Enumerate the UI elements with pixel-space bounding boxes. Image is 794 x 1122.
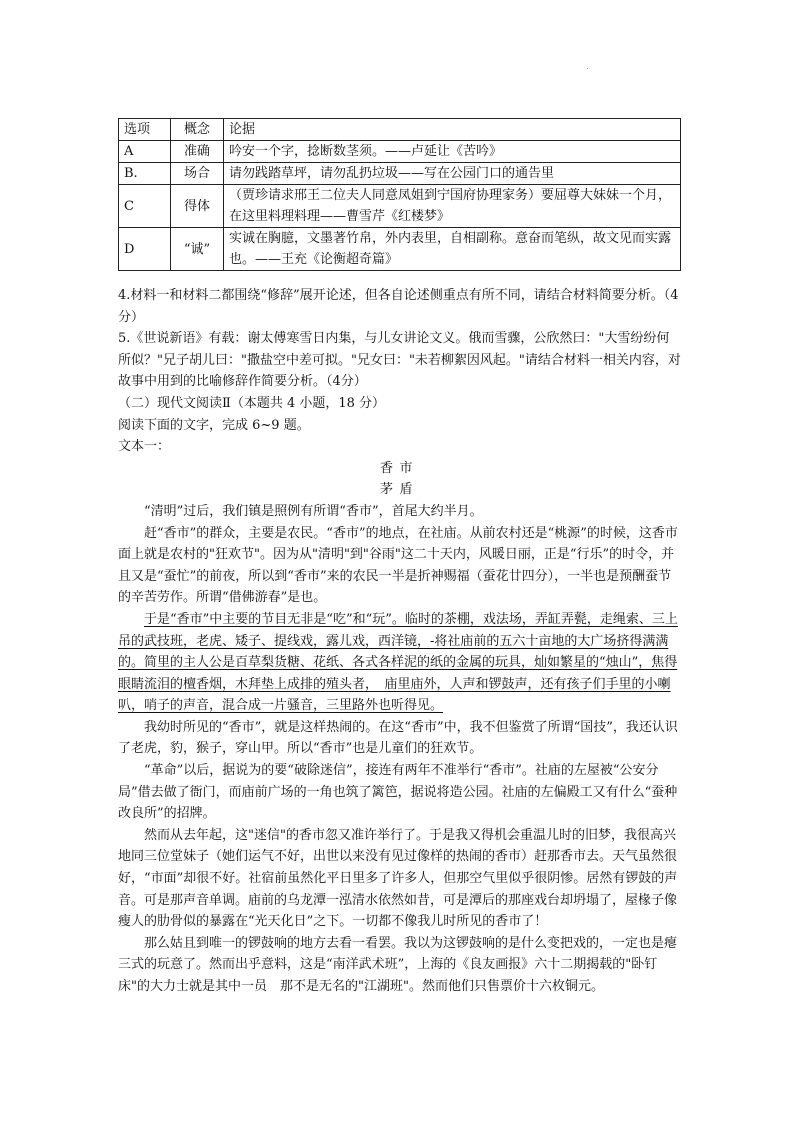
article-author: 茅盾 <box>379 482 419 498</box>
cell-evidence: 吟安一个字，捻断数茎须。——卢延让《苦吟》 <box>224 141 681 163</box>
document-body <box>118 285 681 998</box>
cell-concept: 得体 <box>171 185 224 228</box>
paragraph: “革命”以后，据说为的要“破除迷信”，接连有两年不准举行“香市”。社庙的左屋被“公安分局”借去做了衙门，而庙前广场的一角也筑了篱笆，据说将造公园。社庙的左偏殿工又有什么“蚕种改良所”的招牌。 <box>118 763 678 822</box>
page-mark: . <box>586 62 589 72</box>
header-option: 选项 <box>119 119 171 141</box>
table-header-row <box>119 119 681 141</box>
paragraph: 那么姑且到唯一的锣鼓响的地方去看一看罢。我以为这锣鼓响的是什么变把戏的，一定也是瘪三式的玩意了。然而出乎意料，这是“南洋武术班”，上海的《良友画报》六十二期揭载的"卧钉床"的大力士就是其中一员 那不是无名的"江湖班"。然而他们只售票价十六枚铜元。 <box>118 935 678 994</box>
instruction: 阅读下面的文字，完成 6~9 题。 <box>118 417 310 433</box>
question-4: 4.材料一和材料二都围绕“修辞”展开论述，但各自论述侧重点有所不同，请结合材料简要分析。（4分） <box>118 288 679 325</box>
table-row <box>119 163 681 185</box>
paragraph: “清明”过后，我们镇是照例有所谓“香市”，首尾大约半月。 <box>144 503 483 519</box>
section-header: （二）现代文阅读Ⅱ（本题共 4 小题，18 分） <box>118 395 386 411</box>
article-title: 香市 <box>379 460 419 476</box>
table-row <box>119 141 681 163</box>
cell-concept: “诚” <box>171 228 224 271</box>
table-row <box>119 228 681 271</box>
paragraph: 然而从去年起，这"迷信"的香市忽又准许举行了。于是我又得机会重温儿时的旧梦，我很高兴地同三位堂妹子（她们运气不好，出世以来没有见过像样的热闹的香市）赶那香市去。天气虽然很好，“市面”却很不好。社宿前虽然化平日里多了许多人，但那空气里似乎很阴惨。居然有锣鼓的声音。可是那声音单调。庙前的乌龙潭一泓清水依然如昔，可是潭后的那座戏台却坍塌了，屋椽子像瘦人的肋骨似的暴露在“光天化日”之下。一切都不像我儿时所见的香市了！ <box>118 827 678 930</box>
options-table <box>118 118 681 271</box>
cell-option: B. <box>119 163 171 185</box>
cell-option: C <box>119 185 171 228</box>
cell-concept: 准确 <box>171 141 224 163</box>
text-label: 文本一： <box>118 439 171 455</box>
header-evidence: 论据 <box>224 119 681 141</box>
paragraph: 我幼时所见的“香市”，就是这样热闹的。在这“香市”中，我不但鉴赏了所谓“国技”，我还认识了老虎，豹，猴子，穿山甲。所以“香市”也是儿童们的狂欢节。 <box>118 719 678 757</box>
cell-evidence: 实诚在胸臆，文墨著竹帛，外内表里，自相副称。意奋而笔纵，故文见而实露也。——王充《论衡超奇篇》 <box>224 228 681 271</box>
cell-concept: 场合 <box>171 163 224 185</box>
paragraph: 赶“香市”的群众，主要是农民。“香市”的地点，在社庙。从前农村还是“桃源”的时候，这香市面上就是农村的"狂欢节"。因为从"清明"到"谷雨"这二十天内，风暖日丽，正是“行乐”的时令，并且又是“蚕忙”的前夜，所以到“香市”来的农民一半是折神赐福（蚕花廿四分），一半也是预酬蚕节的辛苦劳作。所谓“借佛游春”是也。 <box>118 525 678 606</box>
cell-option: D <box>119 228 171 271</box>
table-row <box>119 185 681 228</box>
question-5: 5.《世说新语》有载：谢太傅寒雪日内集，与儿女讲论文义。俄而雪骤，公欣然曰："大雪纷纷何所似？"兄子胡儿曰："撒盐空中差可拟。"兄女曰："未若柳絮因风起。"请结合材料一相关内容，对故事中用到的比喻修辞作简要分析。（4分） <box>118 331 681 390</box>
cell-evidence: 请勿践踏草坪，请勿乱扔垃圾——写在公园门口的通告里 <box>224 163 681 185</box>
cell-evidence: （贾珍请求邢王二位夫人同意凤姐到宁国府协理家务）要屈尊大妹妹一个月，在这里料理料理——曹雪芹《红楼梦》 <box>224 185 681 228</box>
paragraph-underlined: 于是“香市”中主要的节目无非是“吃”和“玩”。临时的茶棚，戏法场，弄缸弄甏，走绳索、三上吊的武技班，老虎、矮子、提线戏，露儿戏，西洋镜，-将社庙前的五六十亩地的大广场挤得满满的。简里的主人公是百草梨货糖、花纸、各式各样泥的纸的金属的玩具，灿如繁星的“烛山”，焦得眼睛流泪的檀香烟，木拜垫上成排的殖头者， 庙里庙外，人声和锣鼓声，还有孩子们手里的小喇叭，哨子的声音，混合成一片骚音，三里路外也听得见。 <box>118 611 678 714</box>
header-concept: 概念 <box>171 119 224 141</box>
cell-option: A <box>119 141 171 163</box>
